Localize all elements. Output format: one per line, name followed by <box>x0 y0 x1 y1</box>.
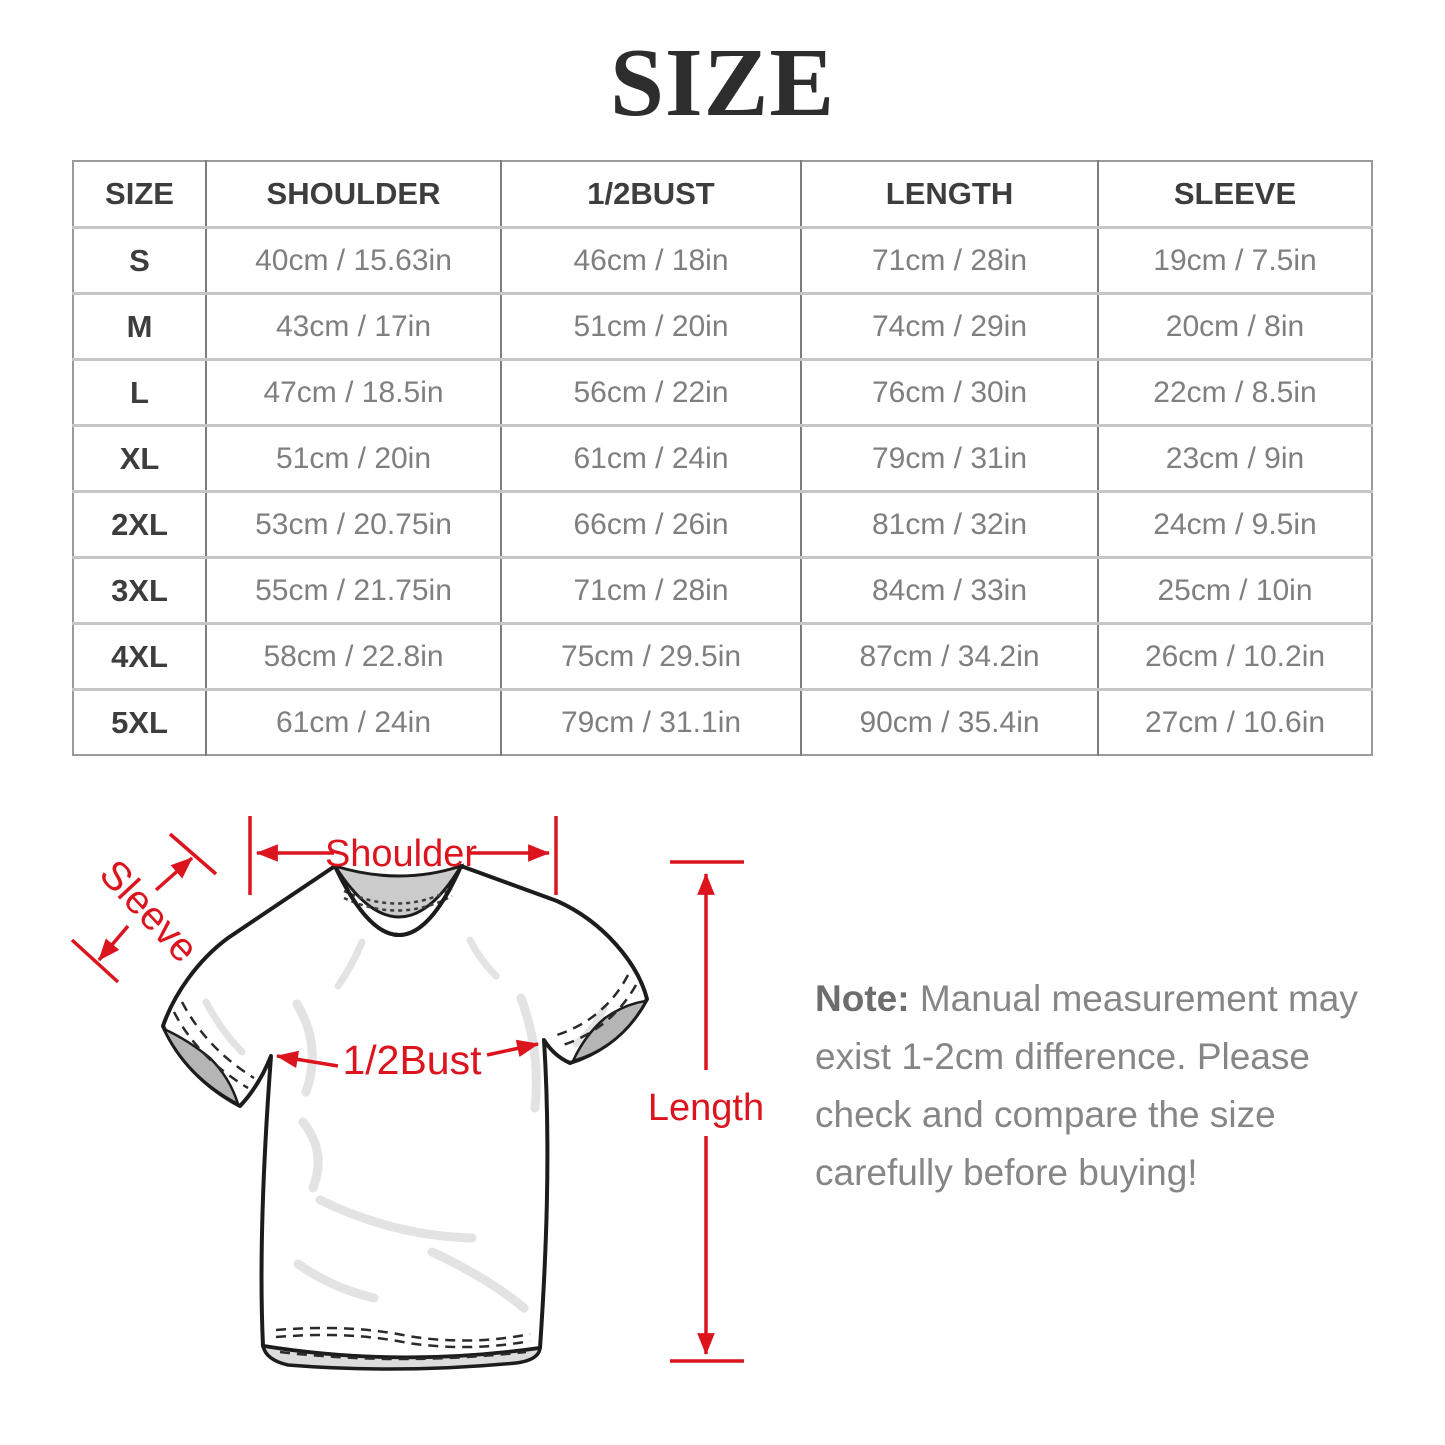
sleeve-annotation <box>72 834 216 982</box>
table-row <box>73 360 1372 426</box>
sleeve-upper-arrow <box>156 858 192 890</box>
table-row <box>73 426 1372 492</box>
table-row <box>73 558 1372 624</box>
measurement-cell: 76cm / 30in <box>801 360 1098 426</box>
measurement-cell: 19cm / 7.5in <box>1098 228 1372 294</box>
size-table-header <box>73 161 1372 228</box>
table-row <box>73 294 1372 360</box>
measurement-cell: 58cm / 22.8in <box>206 624 501 690</box>
column-header: 1/2BUST <box>501 161 801 228</box>
measurement-cell: 51cm / 20in <box>206 426 501 492</box>
length-annotation <box>648 862 764 1361</box>
measurement-cell: 22cm / 8.5in <box>1098 360 1372 426</box>
note-label: Note: <box>815 978 910 1019</box>
measurement-cell: 25cm / 10in <box>1098 558 1372 624</box>
page-title: SIZE <box>609 29 836 136</box>
measurement-cell: 74cm / 29in <box>801 294 1098 360</box>
size-label-cell: S <box>73 228 206 294</box>
measurement-cell: 47cm / 18.5in <box>206 360 501 426</box>
table-row <box>73 228 1372 294</box>
measurement-cell: 40cm / 15.63in <box>206 228 501 294</box>
size-label-cell: 5XL <box>73 690 206 756</box>
measurement-cell: 43cm / 17in <box>206 294 501 360</box>
measurement-cell: 20cm / 8in <box>1098 294 1372 360</box>
size-label-cell: L <box>73 360 206 426</box>
note-text <box>815 970 1363 1202</box>
header-row <box>73 161 1372 228</box>
table-row <box>73 624 1372 690</box>
shoulder-label: Shoulder <box>324 833 478 875</box>
measurement-cell: 90cm / 35.4in <box>801 690 1098 756</box>
tshirt-illustration <box>163 866 647 1369</box>
measurement-cell: 84cm / 33in <box>801 558 1098 624</box>
measurement-cell: 26cm / 10.2in <box>1098 624 1372 690</box>
measurement-cell: 55cm / 21.75in <box>206 558 501 624</box>
measurement-cell: 79cm / 31in <box>801 426 1098 492</box>
size-label-cell: 3XL <box>73 558 206 624</box>
table-row <box>73 690 1372 756</box>
size-table <box>72 160 1373 756</box>
size-table-body <box>73 228 1372 756</box>
column-header: SIZE <box>73 161 206 228</box>
size-label-cell: 4XL <box>73 624 206 690</box>
measurement-cell: 46cm / 18in <box>501 228 801 294</box>
size-label-cell: M <box>73 294 206 360</box>
measurement-cell: 53cm / 20.75in <box>206 492 501 558</box>
column-header: LENGTH <box>801 161 1098 228</box>
tshirt-outline <box>163 866 647 1358</box>
sleeve-upper-tick <box>170 834 216 874</box>
measurement-cell: 79cm / 31.1in <box>501 690 801 756</box>
measurement-cell: 51cm / 20in <box>501 294 801 360</box>
half-bust-label: 1/2Bust <box>342 1037 482 1083</box>
note-body: Manual measurement may exist 1-2cm difference. Please check and compare the size carefully before buying! <box>815 978 1358 1193</box>
measurement-cell: 87cm / 34.2in <box>801 624 1098 690</box>
tshirt-measurement-diagram <box>0 758 810 1445</box>
sleeve-label: Sleeve <box>90 851 207 972</box>
column-header: SHOULDER <box>206 161 501 228</box>
measurement-cell: 71cm / 28in <box>801 228 1098 294</box>
measurement-cell: 27cm / 10.6in <box>1098 690 1372 756</box>
size-label-cell: 2XL <box>73 492 206 558</box>
measurement-cell: 61cm / 24in <box>501 426 801 492</box>
size-label-cell: XL <box>73 426 206 492</box>
length-label: Length <box>647 1087 765 1129</box>
table-row <box>73 492 1372 558</box>
sleeve-lower-arrow <box>99 926 128 960</box>
measurement-cell: 56cm / 22in <box>501 360 801 426</box>
measurement-cell: 81cm / 32in <box>801 492 1098 558</box>
measurement-cell: 24cm / 9.5in <box>1098 492 1372 558</box>
column-header: SLEEVE <box>1098 161 1372 228</box>
measurement-cell: 66cm / 26in <box>501 492 801 558</box>
measurement-cell: 23cm / 9in <box>1098 426 1372 492</box>
measurement-cell: 61cm / 24in <box>206 690 501 756</box>
measurement-cell: 71cm / 28in <box>501 558 801 624</box>
measurement-cell: 75cm / 29.5in <box>501 624 801 690</box>
